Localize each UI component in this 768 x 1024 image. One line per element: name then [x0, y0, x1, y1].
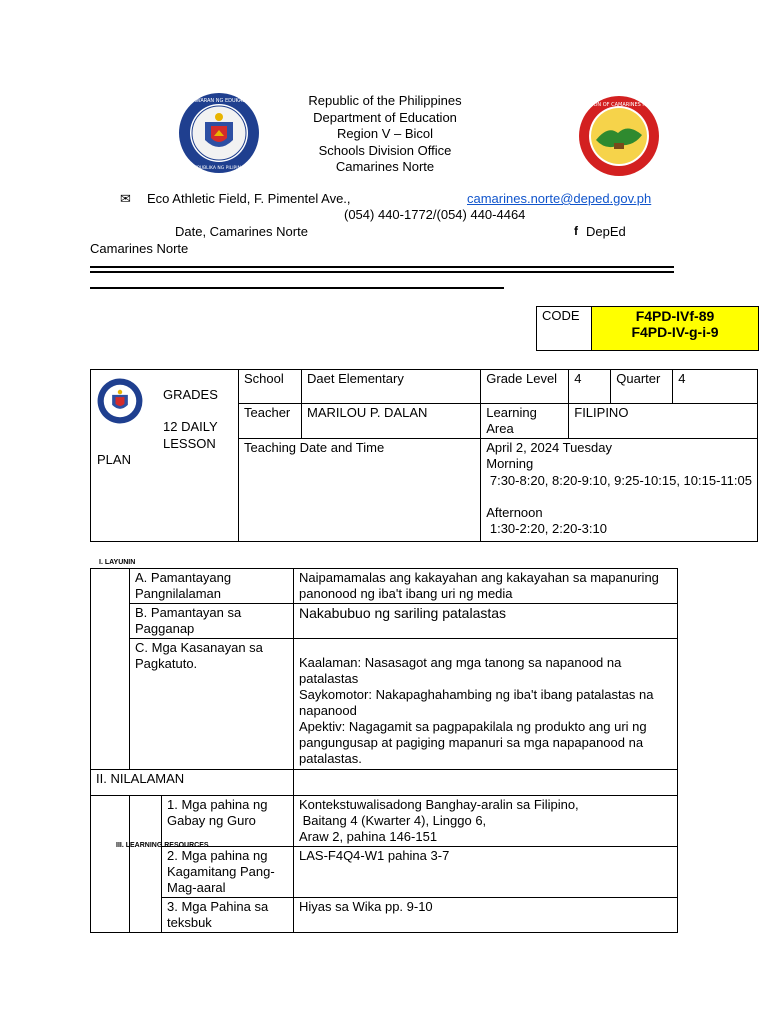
envelope-icon: ✉ [120, 191, 131, 206]
header-line-1: Republic of the Philippines [308, 93, 462, 108]
logo-right-text: DIVISION OF CAMARINES NORTE [578, 102, 660, 108]
header-line-4: Schools Division Office [318, 142, 452, 158]
code-value-2: F4PD-IV-g-i-9 [631, 324, 719, 340]
date-place-text: Date, Camarines Norte [175, 224, 308, 239]
teaching-time-label: Teaching Date and Time [239, 439, 481, 542]
facebook-icon: f [574, 224, 578, 238]
area-value: FILIPINO [569, 404, 758, 439]
code-value-1: F4PD-IVf-89 [635, 308, 715, 324]
skills-knowledge: Kaalaman: Nasasagot ang mga tanong sa napanood na patalastas [299, 655, 622, 686]
code-table [536, 306, 759, 351]
resource-2-value: LAS-F4Q4-W1 pahina 3-7 [294, 847, 678, 898]
morning-times: 7:30-8:20, 8:20-9:10, 9:25-10:15, 10:15-11:05 [486, 473, 752, 488]
resource-1-line-1: Kontekstuwalisadong Banghay-aralin sa Filipino, [299, 797, 579, 812]
resource-2-label: 2. Mga pahina ng Kagamitang Pang-Mag-aaral [162, 847, 294, 898]
resources-margin-cell [91, 796, 130, 933]
email-link[interactable]: camarines.norte@deped.gov.ph [467, 191, 652, 206]
address-text: Eco Athletic Field, F. Pimentel Ave., [147, 191, 351, 206]
school-label: School [239, 370, 302, 404]
skills-psychomotor: Saykomotor: Nakapaghahambing ng iba't ibang patalastas na napanood [299, 687, 654, 718]
resource-1-label: 1. Mga pahina ng Gabay ng Guro [162, 796, 294, 847]
resource-1-value [294, 796, 678, 847]
afternoon-label: Afternoon [486, 505, 543, 520]
code-value-cell [592, 307, 759, 351]
afternoon-times: 1:30-2:20, 2:20-3:10 [486, 521, 607, 536]
nilalaman-value [294, 770, 678, 796]
phone-text: (054) 440-1772/(054) 440-4464 [344, 207, 526, 222]
grades-text-4: PLAN [97, 452, 131, 467]
grades-text-1: GRADES [163, 387, 218, 402]
skills-c-label: C. Mga Kasanayan sa Pagkatuto. [130, 639, 294, 770]
quarter-label: Quarter [611, 370, 673, 404]
lesson-objectives-table [90, 568, 678, 933]
grades-text-2: 12 DAILY [163, 419, 218, 434]
quarter-value: 4 [673, 370, 758, 404]
resource-1-line-3: Araw 2, pahina 146-151 [299, 829, 438, 844]
grades-text-3: LESSON [163, 436, 216, 451]
standard-a-label: A. Pamantayang Pangnilalaman [130, 569, 294, 604]
resources-inner-margin-cell [130, 796, 162, 933]
teacher-label: Teacher [239, 404, 302, 439]
deped-seal-small-icon [97, 378, 143, 424]
lesson-info-table [90, 369, 758, 542]
skills-affective: Apektiv: Nagagamit sa pagpapakilala ng produkto ang uri ng pangungusap at pagiging mapanuri sa mga napapanood na patalastas. [299, 719, 647, 766]
code-label: CODE [537, 307, 592, 351]
morning-label: Morning [486, 456, 534, 471]
grade-label: Grade Level [481, 370, 569, 404]
logo-left-bottom-text: REPUBLIKA NG PILIPINAS [191, 166, 247, 171]
header-text-block [240, 93, 530, 176]
objectives-margin-cell [91, 569, 130, 770]
standard-b-label: B. Pamantayan sa Pagganap [130, 604, 294, 639]
section-resources-label: III. LEARNING RESOURCES [116, 842, 209, 849]
teacher-value: MARILOU P. DALAN [302, 404, 481, 439]
nilalaman-heading: II. NILALAMAN [91, 770, 294, 796]
standard-a-value: Naipamamalas ang kakayahan ang kakayahan sa mapanuring panonood ng iba't ibang uri ng media [294, 569, 678, 604]
grade-value: 4 [569, 370, 611, 404]
skills-c-value [294, 639, 678, 770]
logo-left-text: KAGAWARAN NG EDUKASYON [182, 98, 256, 104]
grades-cell [91, 370, 239, 542]
standard-b-value: Nakabubuo ng sariling patalastas [294, 604, 678, 639]
teaching-time-value [481, 439, 758, 542]
divider-line [90, 266, 674, 268]
header-line-3: Region V – Bicol [336, 126, 434, 141]
facebook-page-text[interactable]: DepEd [586, 224, 626, 239]
area-label: Learning Area [481, 404, 569, 439]
header-line-2: Department of Education [313, 109, 457, 125]
header-line-5: Camarines Norte [335, 159, 435, 174]
place-text: Camarines Norte [90, 241, 189, 256]
resource-3-label: 3. Mga Pahina sa teksbuk [162, 898, 294, 933]
division-logo [578, 95, 660, 177]
resource-3-value: Hiyas sa Wika pp. 9-10 [294, 898, 678, 933]
section-layunin-label: I. LAYUNIN [99, 559, 136, 566]
resource-1-line-2: Baitang 4 (Kwarter 4), Linggo 6, [299, 813, 487, 828]
divider-line [90, 287, 504, 289]
divider-line [90, 271, 674, 273]
school-value: Daet Elementary [302, 370, 481, 404]
date-value: April 2, 2024 Tuesday [486, 440, 612, 455]
